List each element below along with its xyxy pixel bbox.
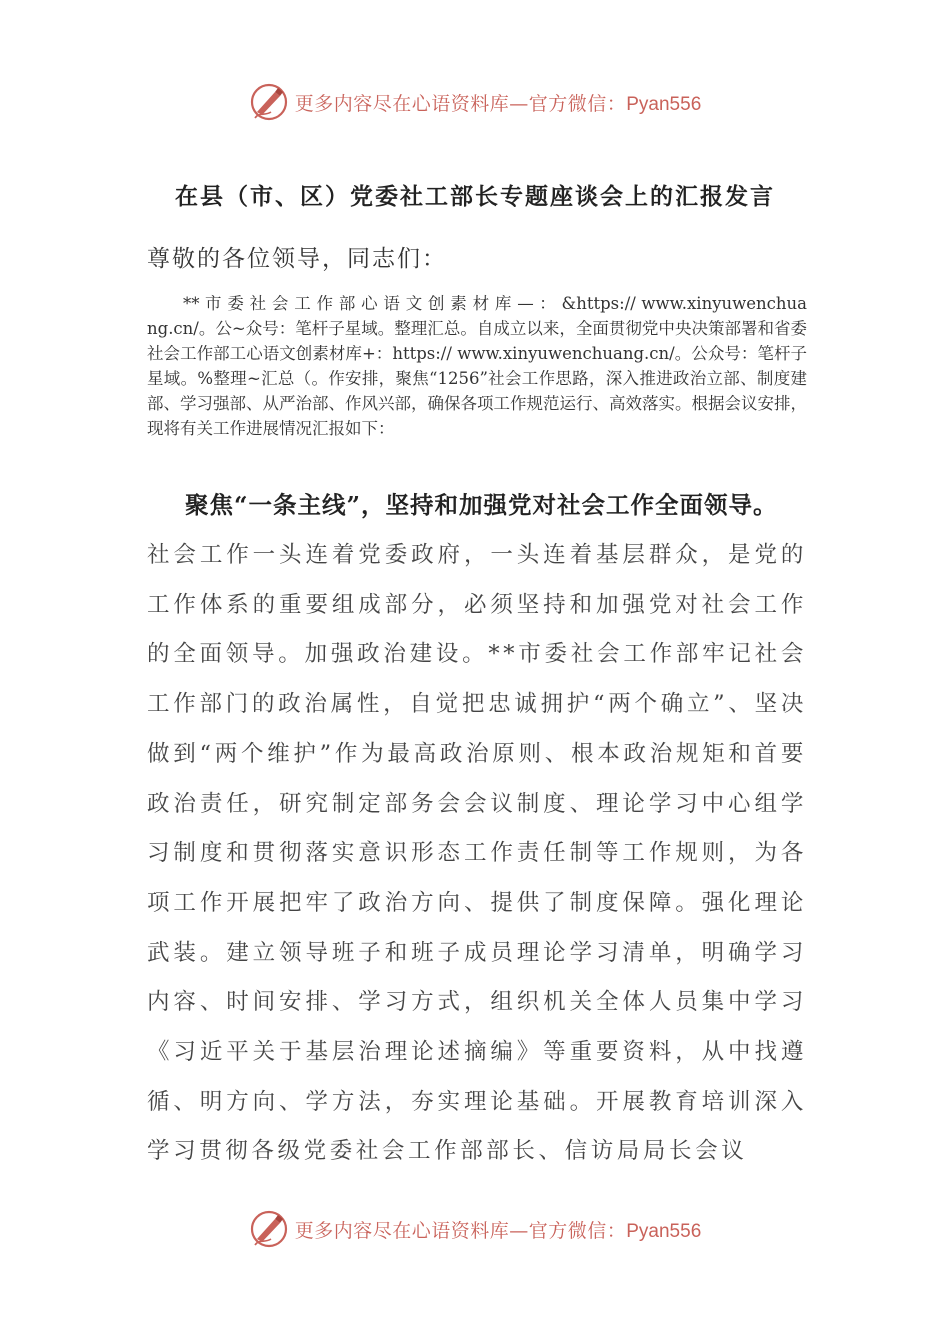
watermark-library-text: 更多内容尽在心语资料库 (294, 92, 510, 115)
document-title: 在县（市、区）党委社工部长专题座谈会上的汇报发言 (175, 183, 775, 210)
watermark-banner-bottom (0, 1207, 950, 1251)
watermark-separator: — (509, 92, 529, 115)
watermark-text (295, 89, 702, 116)
watermark-banner-top (0, 80, 950, 124)
watermark-wechat-label: 官方微信： (528, 1219, 627, 1242)
section-heading: 聚焦“一条主线”，坚持和加强党对社会工作全面领导。 (185, 491, 778, 519)
intro-paragraph: ** 市 委 社 会 工 作 部 心 语 文 创 素 材 库 — ： &https:// www.xinyuwenchuang.cn/。公~众号：笔杆子星域。整理汇总。自成立以来，全面贯彻党中央决策部署和省委社会工作部工心语文创素材库+：https:// www.xinyuwenchuang.cn/。公众号：笔杆子星域。%整理~汇总（。作安排，聚焦“1256”社会工作思路，深入推进政治立部、制度建部、学习强部、从严治部、作风兴部，确保各项工作规范运行、高效落实。根据会议安排，现将有关工作进展情况汇报如下： (147, 294, 807, 438)
pen-circle-logo-icon (249, 82, 289, 122)
watermark-separator: — (509, 1219, 529, 1242)
greeting: 尊敬的各位领导，同志们： (147, 246, 447, 272)
watermark-text (295, 1216, 702, 1243)
watermark-wechat-id: Pyan556 (626, 1220, 702, 1242)
watermark-wechat-label: 官方微信： (528, 92, 627, 115)
pen-circle-logo-icon (249, 1209, 289, 1249)
watermark-wechat-id: Pyan556 (626, 93, 702, 115)
watermark-library-text: 更多内容尽在心语资料库 (294, 1219, 510, 1242)
body-paragraph: 社会工作一头连着党委政府，一头连着基层群众，是党的工作体系的重要组成部分，必须坚持和加强党对社会工作的全面领导。加强政治建设。**市委社会工作部牢记社会工作部门的政治属性，自觉把忠诚拥护“两个确立”、坚决做到“两个维护”作为最高政治原则、根本政治规矩和首要政治责任，研究制定部务会会议制度、理论学习中心组学习制度和贯彻落实意识形态工作责任制等工作规则，为各项工作开展把牢了政治方向、提供了制度保障。强化理论武装。建立领导班子和班子成员理论学习清单，明确学习内容、时间安排、学习方式，组织机关全体人员集中学习《习近平关于基层治理论述摘编》等重要资料，从中找遵循、明方向、学方法，夯实理论基础。开展教育培训深入学习贯彻各级党委社会工作部部长、信访局局长会议 (147, 542, 807, 1165)
